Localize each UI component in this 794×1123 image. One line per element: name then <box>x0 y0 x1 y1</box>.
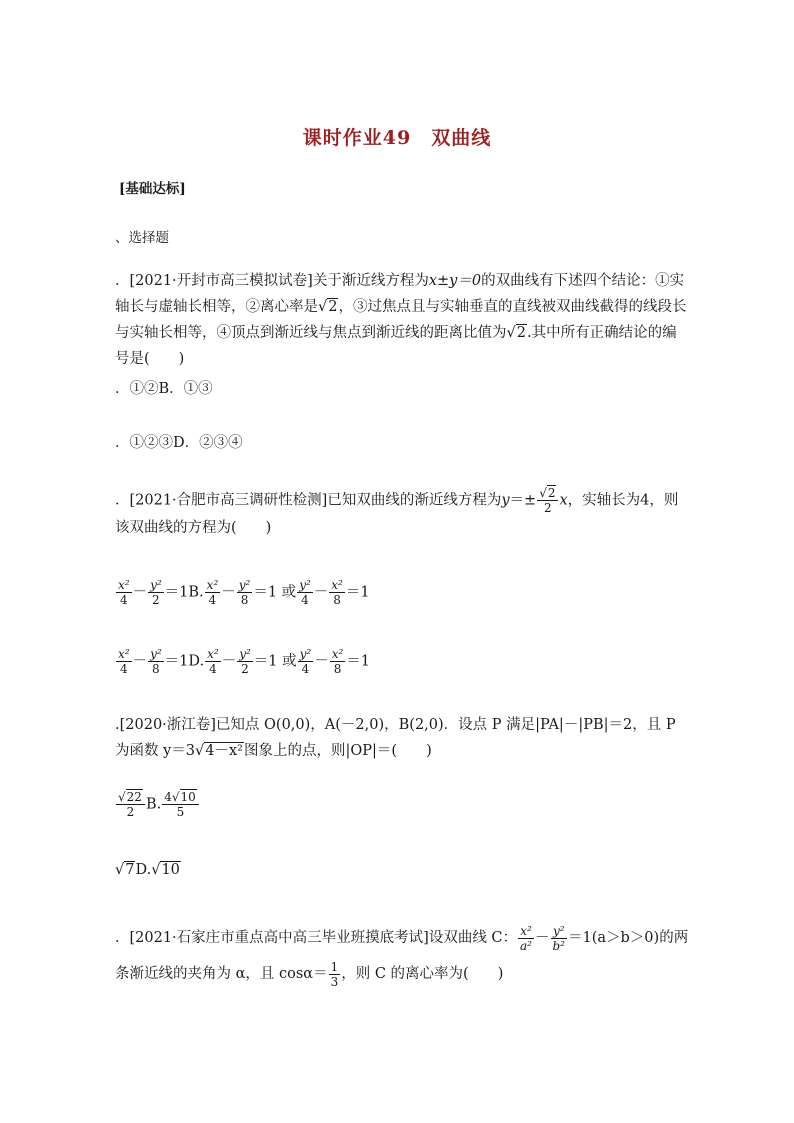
question-2-options-cd: $\frac{\text{x²}}{4}$ － $\frac{\text{y²}}{8}$ ＝1D. $\frac{\text{x²}}{4}$ － $\frac{\text{y²}}{2}$ ＝1 或 $\frac{\text{y²}}{4}$ － $\frac{\text{x²}}{8}$ ＝1 <box>118 647 371 676</box>
question-4: ．[2021·石家庄市重点高中高三毕业班摸底考试]设双曲线 C： $\frac{\text{x²}}{\text{a²}}$ － $\frac{\text{y²}}{\text{b²}}$ ＝1(a＞b＞0)的两条渐近线的夹角为 α，且 cosα＝ $\frac{1}{3}$ ，则 C 的离心率为( ) <box>115 923 689 989</box>
sqrt-2: √2 <box>506 325 526 341</box>
question-1-options-cd: ．①②③D．②③④ <box>115 435 243 451</box>
subsection-heading: 、选择题 <box>115 230 169 246</box>
page-title: 课时作业49 双曲线 <box>302 127 492 149</box>
question-2: ．[2021·合肥市高三调研性检测]已知双曲线的渐近线方程为y＝± $\frac{√2}{2}$ x，实轴长为4，则该双曲线的方程为( ) <box>115 486 679 536</box>
sqrt-expression: √4－x² <box>195 743 243 759</box>
sqrt-2: √2 <box>318 299 338 315</box>
question-1: ．[2021·开封市高三模拟试卷]关于渐近线方程为x±y＝0的双曲线有下述四个结论：①实轴长与虚轴长相等，②离心率是√2，③过焦点且与实轴垂直的直线被双曲线截得的线段长与实轴长相等，④顶点到渐近线与焦点到渐近线的距离比值为√2.其中所有正确结论的编号是( ) <box>115 273 687 367</box>
question-3-options-ab: $\frac{√22}{2}$ B. $\frac{4√10}{5}$ <box>115 790 200 819</box>
section-heading: [基础达标] <box>119 181 186 197</box>
question-1-options-ab: ．①②B．①③ <box>115 381 213 397</box>
question-2-options-ab: $\frac{\text{x²}}{4}$ － $\frac{\text{y²}}{2}$ ＝1B. $\frac{\text{x²}}{4}$ － $\frac{\text{y²}}{8}$ ＝1 或 $\frac{\text{y²}}{4}$ － $\frac{\text{x²}}{8}$ ＝1 <box>118 578 370 607</box>
question-3: .[2020·浙江卷]已知点 O(0,0)，A(－2,0)，B(2,0)．设点 P 满足|PA|－|PB|＝2，且 P 为函数 y＝3√4－x²图象上的点，则|OP|＝( ) <box>115 717 676 759</box>
question-3-options-cd: √7D.√10 <box>115 862 180 878</box>
fraction: $\frac{√2}{2}$ <box>537 486 558 515</box>
